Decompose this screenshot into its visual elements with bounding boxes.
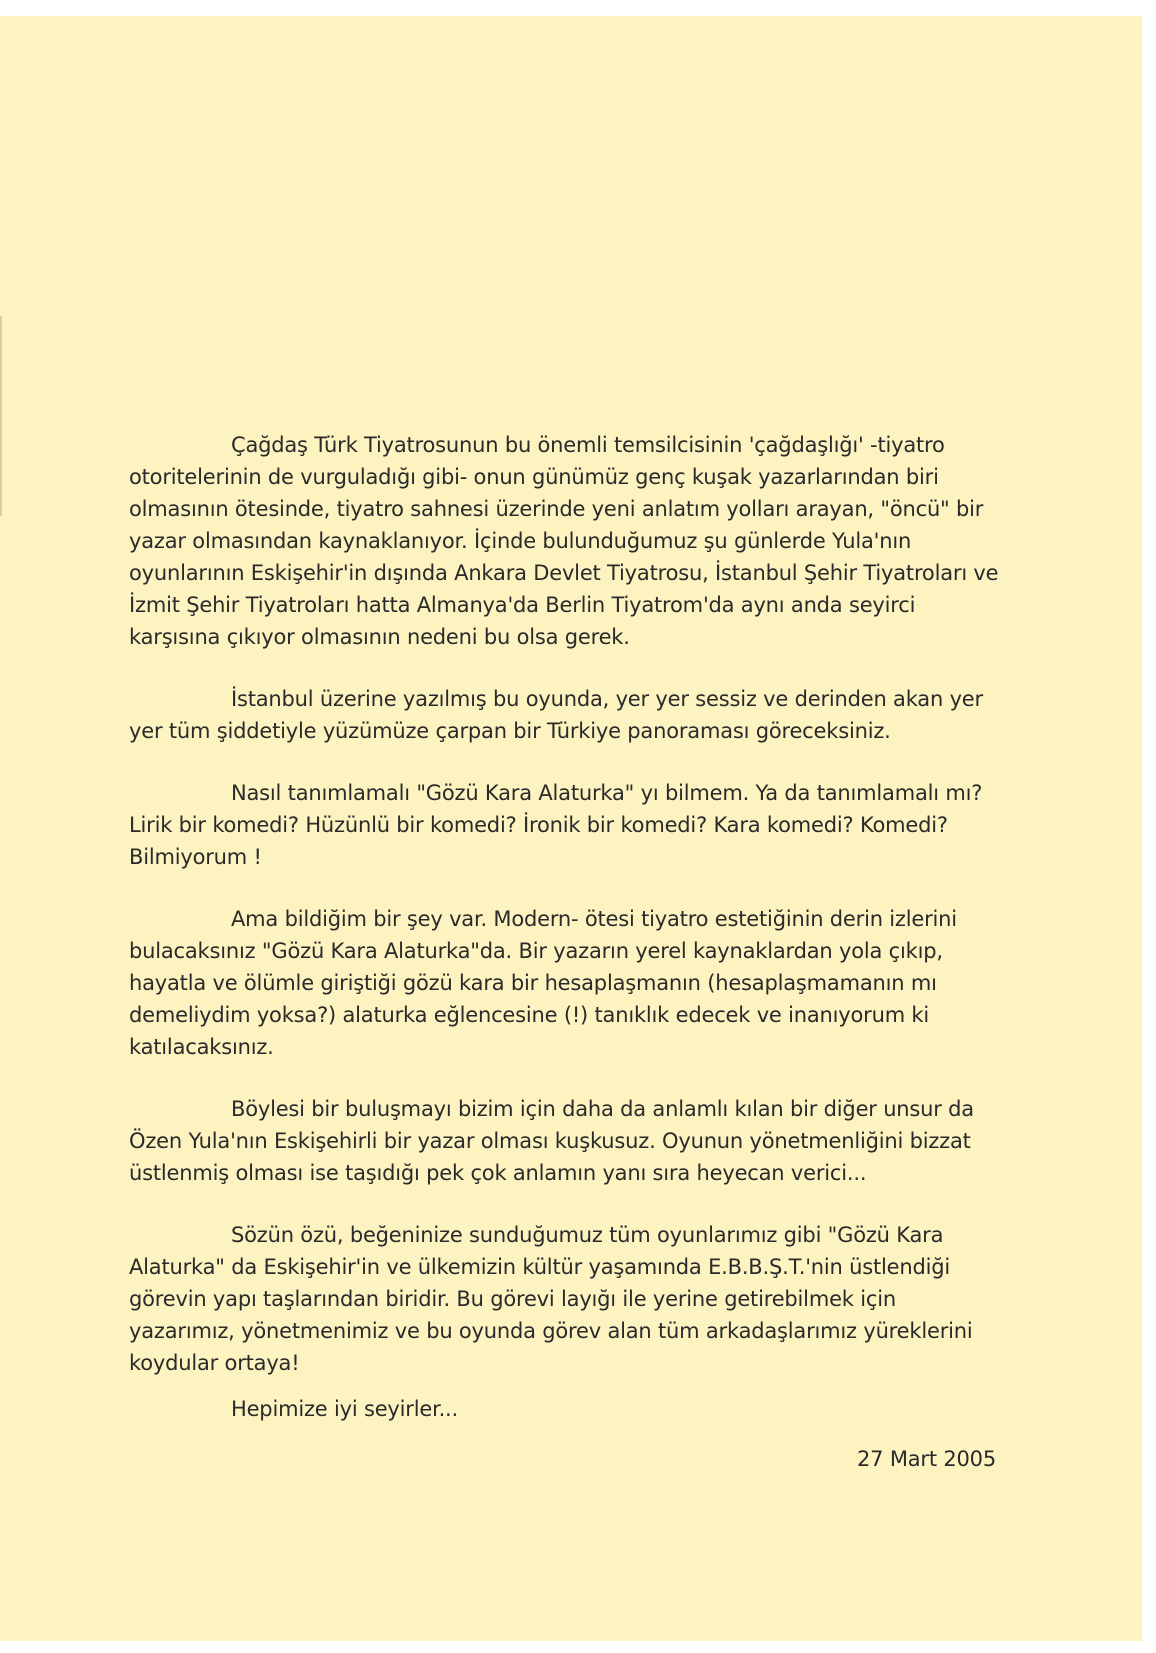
paragraph-6: Sözün özü, beğeninize sunduğumuz tüm oyunlarımız gibi "Gözü Kara Alaturka" da Eskişehir'in ve ülkemizin kültür yaşamında E.B.B.Ş.T.'nin üstlendiği görevin yapı taşlarından biridir. Bu görevi layığı ile yerine getirebilmek için yazarımız, yönetmenimiz ve bu oyunda görev alan tüm arkadaşlarımız yüreklerini koydular ortaya! [129, 1223, 973, 1375]
document-page [0, 16, 1142, 1641]
paragraph-4: Ama bildiğim bir şey var. Modern- ötesi tiyatro estetiğinin derin izlerini bulacaksınız "Gözü Kara Alaturka"da. Bir yazarın yerel kaynaklardan yola çıkıp, hayatla ve ölümle giriştiği gözü kara bir hesaplaşmanın (hesaplaşmamanın mı demeliydim yoksa?) alaturka eğlencesine (!) tanıklık edecek ve inanıyorum ki katılacaksınız. [129, 907, 957, 1059]
paragraph-2: İstanbul üzerine yazılmış bu oyunda, yer yer sessiz ve derinden akan yer yer tüm şiddetiyle yüzümüze çarpan bir Türkiye panoraması göreceksiniz. [129, 687, 983, 743]
letter-body [129, 429, 1004, 1475]
paragraph-1: Çağdaş Türk Tiyatrosunun bu önemli temsilcisinin 'çağdaşlığı' -tiyatro otoritelerinin de vurguladığı gibi- onun günümüz genç kuşak yazarlarından biri olmasının ötesinde, tiyatro sahnesi üzerinde yeni anlatım yolları arayan, "öncü" bir yazar olmasından kaynaklanıyor. İçinde bulunduğumuz şu günlerde Yula'nın oyunlarının Eskişehir'in dışında Ankara Devlet Tiyatrosu, İstanbul Şehir Tiyatroları ve İzmit Şehir Tiyatroları hatta Almanya'da Berlin Tiyatrom'da aynı anda seyirci karşısına çıkıyor olmasının nedeni bu olsa gerek. [129, 433, 999, 649]
paragraph-5: Böylesi bir buluşmayı bizim için daha da anlamlı kılan bir diğer unsur da Özen Yula'nın Eskişehirli bir yazar olması kuşkusuz. Oyunun yönetmenliğini bizzat üstlenmiş olması ise taşıdığı pek çok anlamın yanı sıra heyecan verici... [129, 1097, 974, 1185]
paragraph-3: Nasıl tanımlamalı "Gözü Kara Alaturka" yı bilmem. Ya da tanımlamalı mı? Lirik bir komedi? Hüzünlü bir komedi? İronik bir komedi? Kara komedi? Komedi? Bilmiyorum ! [129, 781, 983, 869]
date-line: 27 Mart 2005 [857, 1447, 996, 1471]
page-edge-mark [0, 316, 2, 516]
signoff-line: Hepimize iyi seyirler... [231, 1397, 458, 1421]
